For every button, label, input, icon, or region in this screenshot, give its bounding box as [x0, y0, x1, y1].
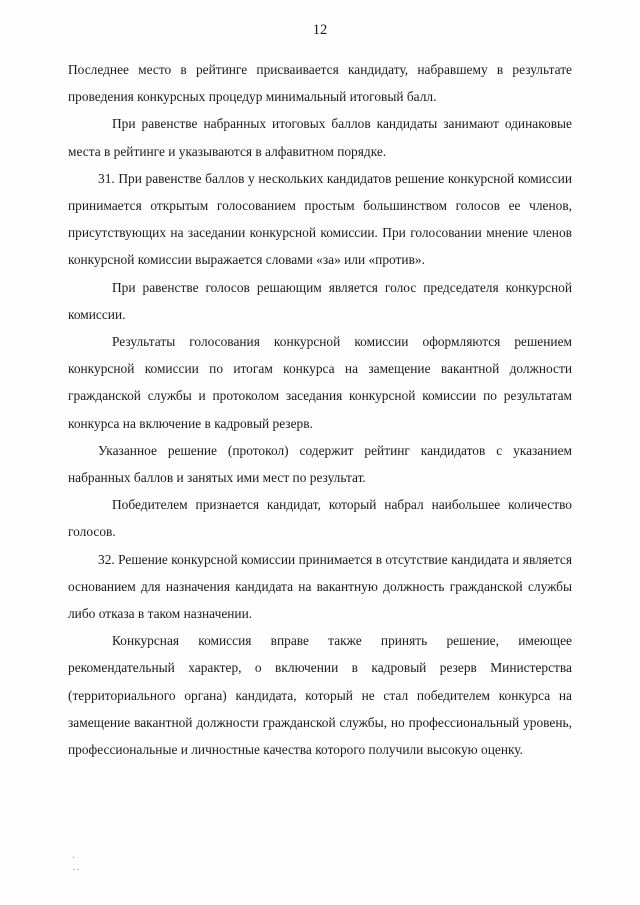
footer-mark: ·: [72, 853, 77, 864]
paragraph: 31. При равенстве баллов у нескольких кандидатов решение конкурсной комиссии принимается открытым голосованием простым большинством голосов ее членов, присутствующих на заседании конкурсной комиссии. При голосовании мнение членов конкурсной комиссии выражается словами «за» или «против».: [68, 170, 572, 268]
footer-mark: ··: [72, 865, 81, 876]
paragraph: При равенстве набранных итоговых баллов кандидаты занимают одинаковые места в рейтинге и указываются в алфавитном порядке.: [68, 116, 572, 159]
page-number: 12: [312, 22, 328, 38]
paragraph: При равенстве голосов решающим является голос председателя конкурсной комиссии.: [68, 279, 572, 322]
paragraph: Указанное решение (протокол) содержит рейтинг кандидатов с указанием набранных баллов и занятых ими мест по результат.: [68, 442, 572, 486]
footer-marks: [72, 853, 132, 883]
paragraph: Победителем признается кандидат, который набрал наибольшее количество голосов.: [68, 497, 572, 540]
paragraph: 32. Решение конкурсной комиссии принимается в отсутствие кандидата и является основанием для назначения кандидата на вакантную должность гражданской службы либо отказа в таком назначении.: [68, 551, 572, 622]
document-body: [68, 56, 572, 763]
paragraph: Последнее место в рейтинге присваивается кандидату, набравшему в результате проведения конкурсных процедур минимальный итоговый балл.: [68, 62, 572, 105]
paragraph: Результаты голосования конкурсной комиссии оформляются решением конкурсной комиссии по итогам конкурса на замещение вакантной должности гражданской службы и протоколом заседания конкурсной комиссии по результатам конкурса на включение в кадровый резерв.: [68, 334, 572, 431]
paragraph: Конкурсная комиссия вправе также принять решение, имеющее рекомендательный характер, о включении в кадровый резерв Министерства (территориального органа) кандидата, который не стал победителем конкурса на замещение вакантной должности гражданской службы, но профессиональный уровень, профессиональные и личностные качества которого получили высокую оценку.: [68, 633, 572, 758]
